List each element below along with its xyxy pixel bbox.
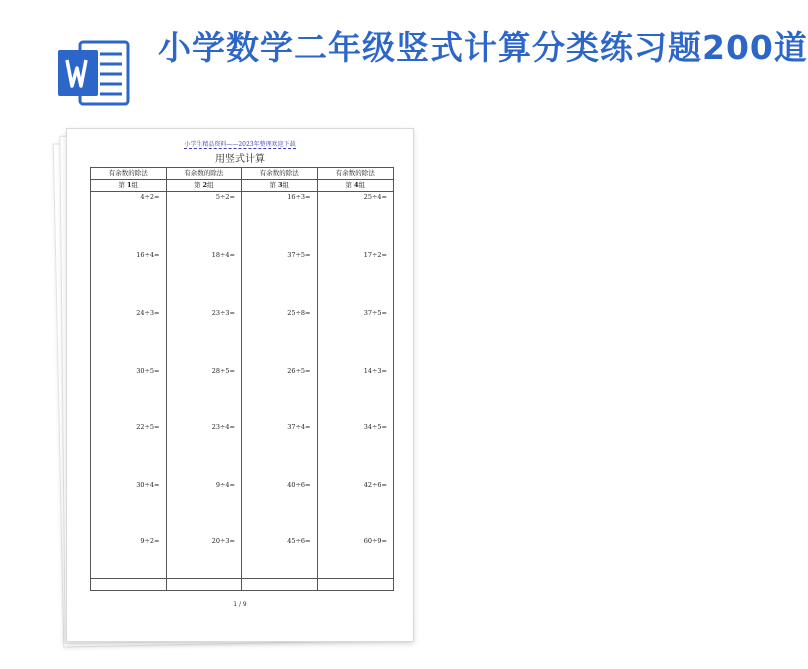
problem-list xyxy=(91,191,166,561)
problem: 42÷6= xyxy=(363,481,387,489)
word-document-icon xyxy=(58,40,130,106)
worksheet-column-1 xyxy=(91,168,167,590)
column-heading: 有余数的除法 xyxy=(167,168,242,180)
problem: 34÷5= xyxy=(363,423,387,431)
column-footer xyxy=(167,578,242,590)
problem-list xyxy=(318,191,394,561)
problem: 16÷3= xyxy=(287,193,311,201)
column-footer xyxy=(242,578,317,590)
problem: 37÷5= xyxy=(287,251,311,259)
problem: 45÷6= xyxy=(287,537,311,545)
worksheet-table xyxy=(90,167,394,591)
problem: 30÷5= xyxy=(136,367,160,375)
column-footer xyxy=(91,578,166,590)
page-subtitle xyxy=(67,139,413,148)
problem: 9÷4= xyxy=(215,481,235,489)
problem-list xyxy=(242,191,317,561)
problem: 24÷3= xyxy=(136,309,160,317)
header-banner xyxy=(0,0,808,128)
problem: 26÷5= xyxy=(287,367,311,375)
group-label: 第 2组 xyxy=(167,180,242,192)
problem: 23÷4= xyxy=(211,423,235,431)
worksheet-column-3 xyxy=(242,168,318,590)
document-page xyxy=(66,128,414,642)
problem: 4÷2= xyxy=(140,193,160,201)
problem: 5÷2= xyxy=(215,193,235,201)
worksheet-column-2 xyxy=(167,168,243,590)
group-label: 第 4组 xyxy=(318,180,394,192)
page-number: 1 / 9 xyxy=(233,601,247,608)
group-label: 第 1组 xyxy=(91,180,166,192)
problem: 40÷6= xyxy=(287,481,311,489)
problem: 14÷3= xyxy=(363,367,387,375)
problem: 9÷2= xyxy=(140,537,160,545)
page-title: 用竖式计算 xyxy=(215,154,265,165)
group-label: 第 3组 xyxy=(242,180,317,192)
problem: 37÷4= xyxy=(287,423,311,431)
problem: 25÷8= xyxy=(287,309,311,317)
problem: 23÷3= xyxy=(211,309,235,317)
column-heading: 有余数的除法 xyxy=(242,168,317,180)
problem: 28÷5= xyxy=(211,367,235,375)
problem: 22÷5= xyxy=(136,423,160,431)
problem: 20÷3= xyxy=(211,537,235,545)
problem: 18÷4= xyxy=(211,251,235,259)
worksheet-column-4 xyxy=(318,168,394,590)
problem: 25÷4= xyxy=(363,193,387,201)
page-subtitle-text: 小学生精品资料——2023年整理欢迎下载 xyxy=(184,141,296,148)
column-footer xyxy=(318,578,394,590)
problem: 60÷9= xyxy=(363,537,387,545)
column-heading: 有余数的除法 xyxy=(91,168,166,180)
problem: 17÷2= xyxy=(363,251,387,259)
problem: 30÷4= xyxy=(136,481,160,489)
document-title: 小学数学二年级竖式计算分类练习题200道 xyxy=(158,28,808,67)
problem: 37÷5= xyxy=(363,309,387,317)
problem: 16÷4= xyxy=(136,251,160,259)
problem-list xyxy=(167,191,242,561)
column-heading: 有余数的除法 xyxy=(318,168,394,180)
